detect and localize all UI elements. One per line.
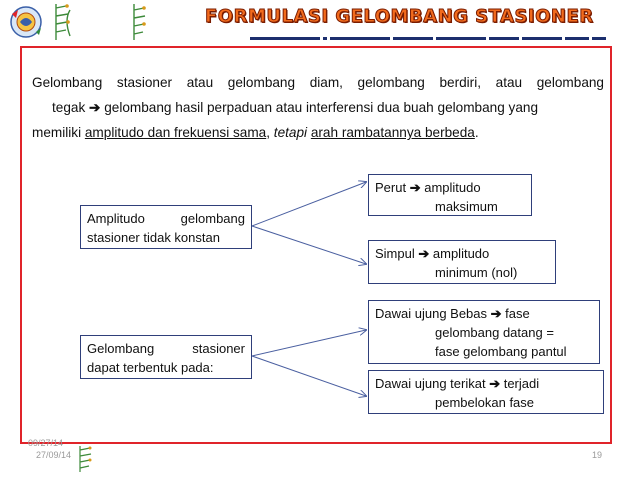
decorative-doodle-icon (128, 2, 150, 42)
intro-underline-arah: arah rambatannya berbeda (310, 125, 475, 140)
intro-paragraph (32, 70, 604, 145)
intro-text: . (474, 125, 479, 140)
bebas-text: fase (501, 306, 530, 321)
intro-text: memiliki (32, 125, 85, 140)
arrow-right-icon: ➔ (489, 376, 501, 391)
arrow-right-icon: ➔ (418, 246, 430, 261)
bebas-box (368, 300, 600, 364)
bebas-label: Dawai ujung Bebas (375, 306, 488, 321)
decorative-doodle-icon (52, 2, 74, 42)
terikat-line-2: pembelokan fase (435, 395, 535, 410)
terbentuk-box (80, 335, 252, 379)
header (0, 0, 638, 46)
intro-term-tegak: tegak (52, 100, 86, 115)
bebas-line-2: gelombang datang = (435, 325, 554, 340)
terbentuk-box-line-1: Gelombang stasioner (87, 341, 245, 356)
intro-underline-amplitudo: amplitudo dan frekuensi sama (84, 125, 267, 140)
page-number: 19 (592, 450, 603, 460)
footer-date: 09/27/14 (28, 438, 64, 448)
intro-italic-tetapi: tetapi (273, 125, 308, 140)
bebas-line-3: fase gelombang pantul (435, 344, 567, 359)
intro-line-2 (32, 95, 604, 120)
simpul-label: Simpul (375, 246, 415, 261)
simpul-box (368, 240, 556, 284)
intro-line-1: Gelombang stasioner atau gelombang diam, gelombang berdiri, atau gelombang (32, 75, 604, 90)
terikat-text: terjadi (500, 376, 540, 391)
intro-text: , (266, 125, 274, 140)
arrow-right-icon: ➔ (89, 100, 101, 115)
arrow-right-icon: ➔ (490, 306, 502, 321)
simpul-line-2: minimum (nol) (435, 265, 518, 280)
perut-line-1 (375, 180, 481, 195)
intro-line-3 (32, 120, 604, 145)
amplitude-box-line-1: Amplitudo gelombang (87, 211, 245, 226)
header-underline-decoration (250, 28, 610, 33)
bebas-line-1 (375, 306, 530, 321)
perut-text: amplitudo (420, 180, 481, 195)
arrow-right-icon: ➔ (409, 180, 421, 195)
terikat-label: Dawai ujung terikat (375, 376, 486, 391)
terikat-box (368, 370, 604, 414)
amplitude-box-line-2: stasioner tidak konstan (87, 230, 220, 245)
footer-date-secondary: 27/09/14 (36, 450, 72, 460)
terikat-line-1 (375, 376, 539, 391)
school-logo-icon (8, 4, 44, 40)
perut-line-2: maksimum (435, 199, 498, 214)
decorative-doodle-icon (74, 444, 98, 474)
terbentuk-box-line-2: dapat terbentuk pada: (87, 360, 214, 375)
perut-box (368, 174, 532, 216)
perut-label: Perut (375, 180, 407, 195)
simpul-text: amplitudo (429, 246, 490, 261)
simpul-line-1 (375, 246, 489, 261)
amplitude-box (80, 205, 252, 249)
slide-title: FORMULASI GELOMBANG STASIONER (205, 6, 594, 27)
intro-definition: gelombang hasil perpaduan atau interferensi dua buah gelombang yang (100, 100, 539, 115)
